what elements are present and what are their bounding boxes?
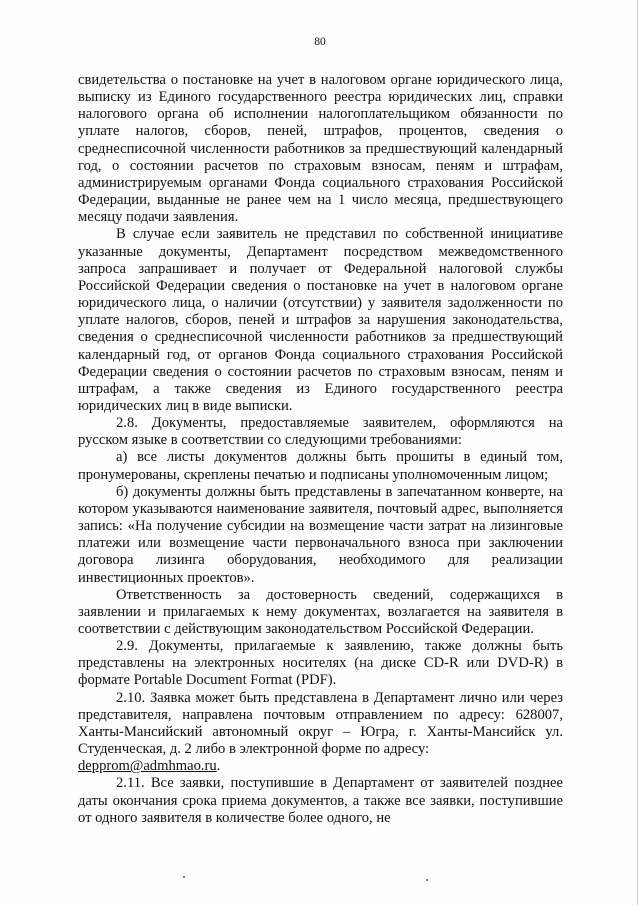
- paragraph-2-9: 2.9. Документы, прилагаемые к заявлению, также должны быть представлены на электронных носителях (на диске CD-R или DVD-R) в формате Portable Document Format (PDF).: [78, 638, 563, 689]
- scan-edge-line: [637, 0, 638, 905]
- paragraph-2-10: [78, 690, 563, 776]
- scan-speck: [183, 876, 185, 878]
- paragraph-2-10-text: 2.10. Заявка может быть представлена в Департамент лично или через представителя, направлена почтовым отправлением по адресу: 628007, Ханты-Мансийский автономный округ – Югра, г. Ханты-Мансийск ул. Студенческая, д. 2 либо в электронной форме по адресу:: [78, 689, 563, 758]
- paragraph-2-8-b: б) документы должны быть представлены в запечатанном конверте, на котором указываются наименование заявителя, почтовый адрес, выполняется запись: «На получение субсидии на возмещение части затрат на лизинговые платежи или возмещение части первоначального взноса при заключении договора лизинга оборудования, необходимого для реализации инвестиционных проектов».: [78, 483, 563, 586]
- paragraph-interagency-request: В случае если заявитель не представил по собственной инициативе указанные документы, Департамент посредством межведомственного запроса запрашивает и получает от Федеральной налоговой службы Российской Федерации сведения о постановке на учет в налоговом органе юридического лица, о наличии (отсутствии) у заявителя задолженности по уплате налогов, сборов, пеней и штрафов за нарушения законодательства, сведения о среднесписочной численности работников за предшествующий календарный год, от органов Фонда социального страхования Российской Федерации сведения о состоянии расчетов по страховым взносам, пеням и штрафам, а также сведения из Единого государственного реестра юридических лиц в виде выписки.: [78, 226, 563, 414]
- paragraph-responsibility: Ответственность за достоверность сведений, содержащихся в заявлении и прилагаемых к нему документах, возлагается на заявителя в соответствии с действующим законодательством Российской Федерации.: [78, 586, 563, 637]
- paragraph-2-11: 2.11. Все заявки, поступившие в Департамент от заявителей позднее даты окончания срока приема документов, а также все заявки, поступившие от одного заявителя в количестве более одного, не: [78, 775, 563, 826]
- document-body: [78, 72, 563, 827]
- scan-speck: [426, 879, 428, 881]
- paragraph-continuation: свидетельства о постановке на учет в налоговом органе юридического лица, выписку из Единого государственного реестра юридических лиц, справки налогового органа об исполнении налогоплательщиком обязанности по уплате налогов, сборов, пеней, штрафов, процентов, сведения о среднесписочной численности работников за предшествующий календарный год, о состоянии расчетов по страховым взносам, пеням и штрафам, администрируемым органами Фонда социального страхования Российской Федерации, выданные не ранее чем на 1 число месяца, предшествующего месяцу подачи заявления.: [78, 72, 563, 226]
- paragraph-2-8-a: а) все листы документов должны быть прошиты в единый том, пронумерованы, скреплены печатью и подписаны уполномоченным лицом;: [78, 449, 563, 483]
- paragraph-2-8: 2.8. Документы, предоставляемые заявителем, оформляются на русском языке в соответствии со следующими требованиями:: [78, 415, 563, 449]
- page-number: 80: [314, 36, 326, 48]
- email-link[interactable]: depprom@admhmao.ru: [78, 758, 217, 775]
- email-trailing-punct: .: [216, 758, 221, 775]
